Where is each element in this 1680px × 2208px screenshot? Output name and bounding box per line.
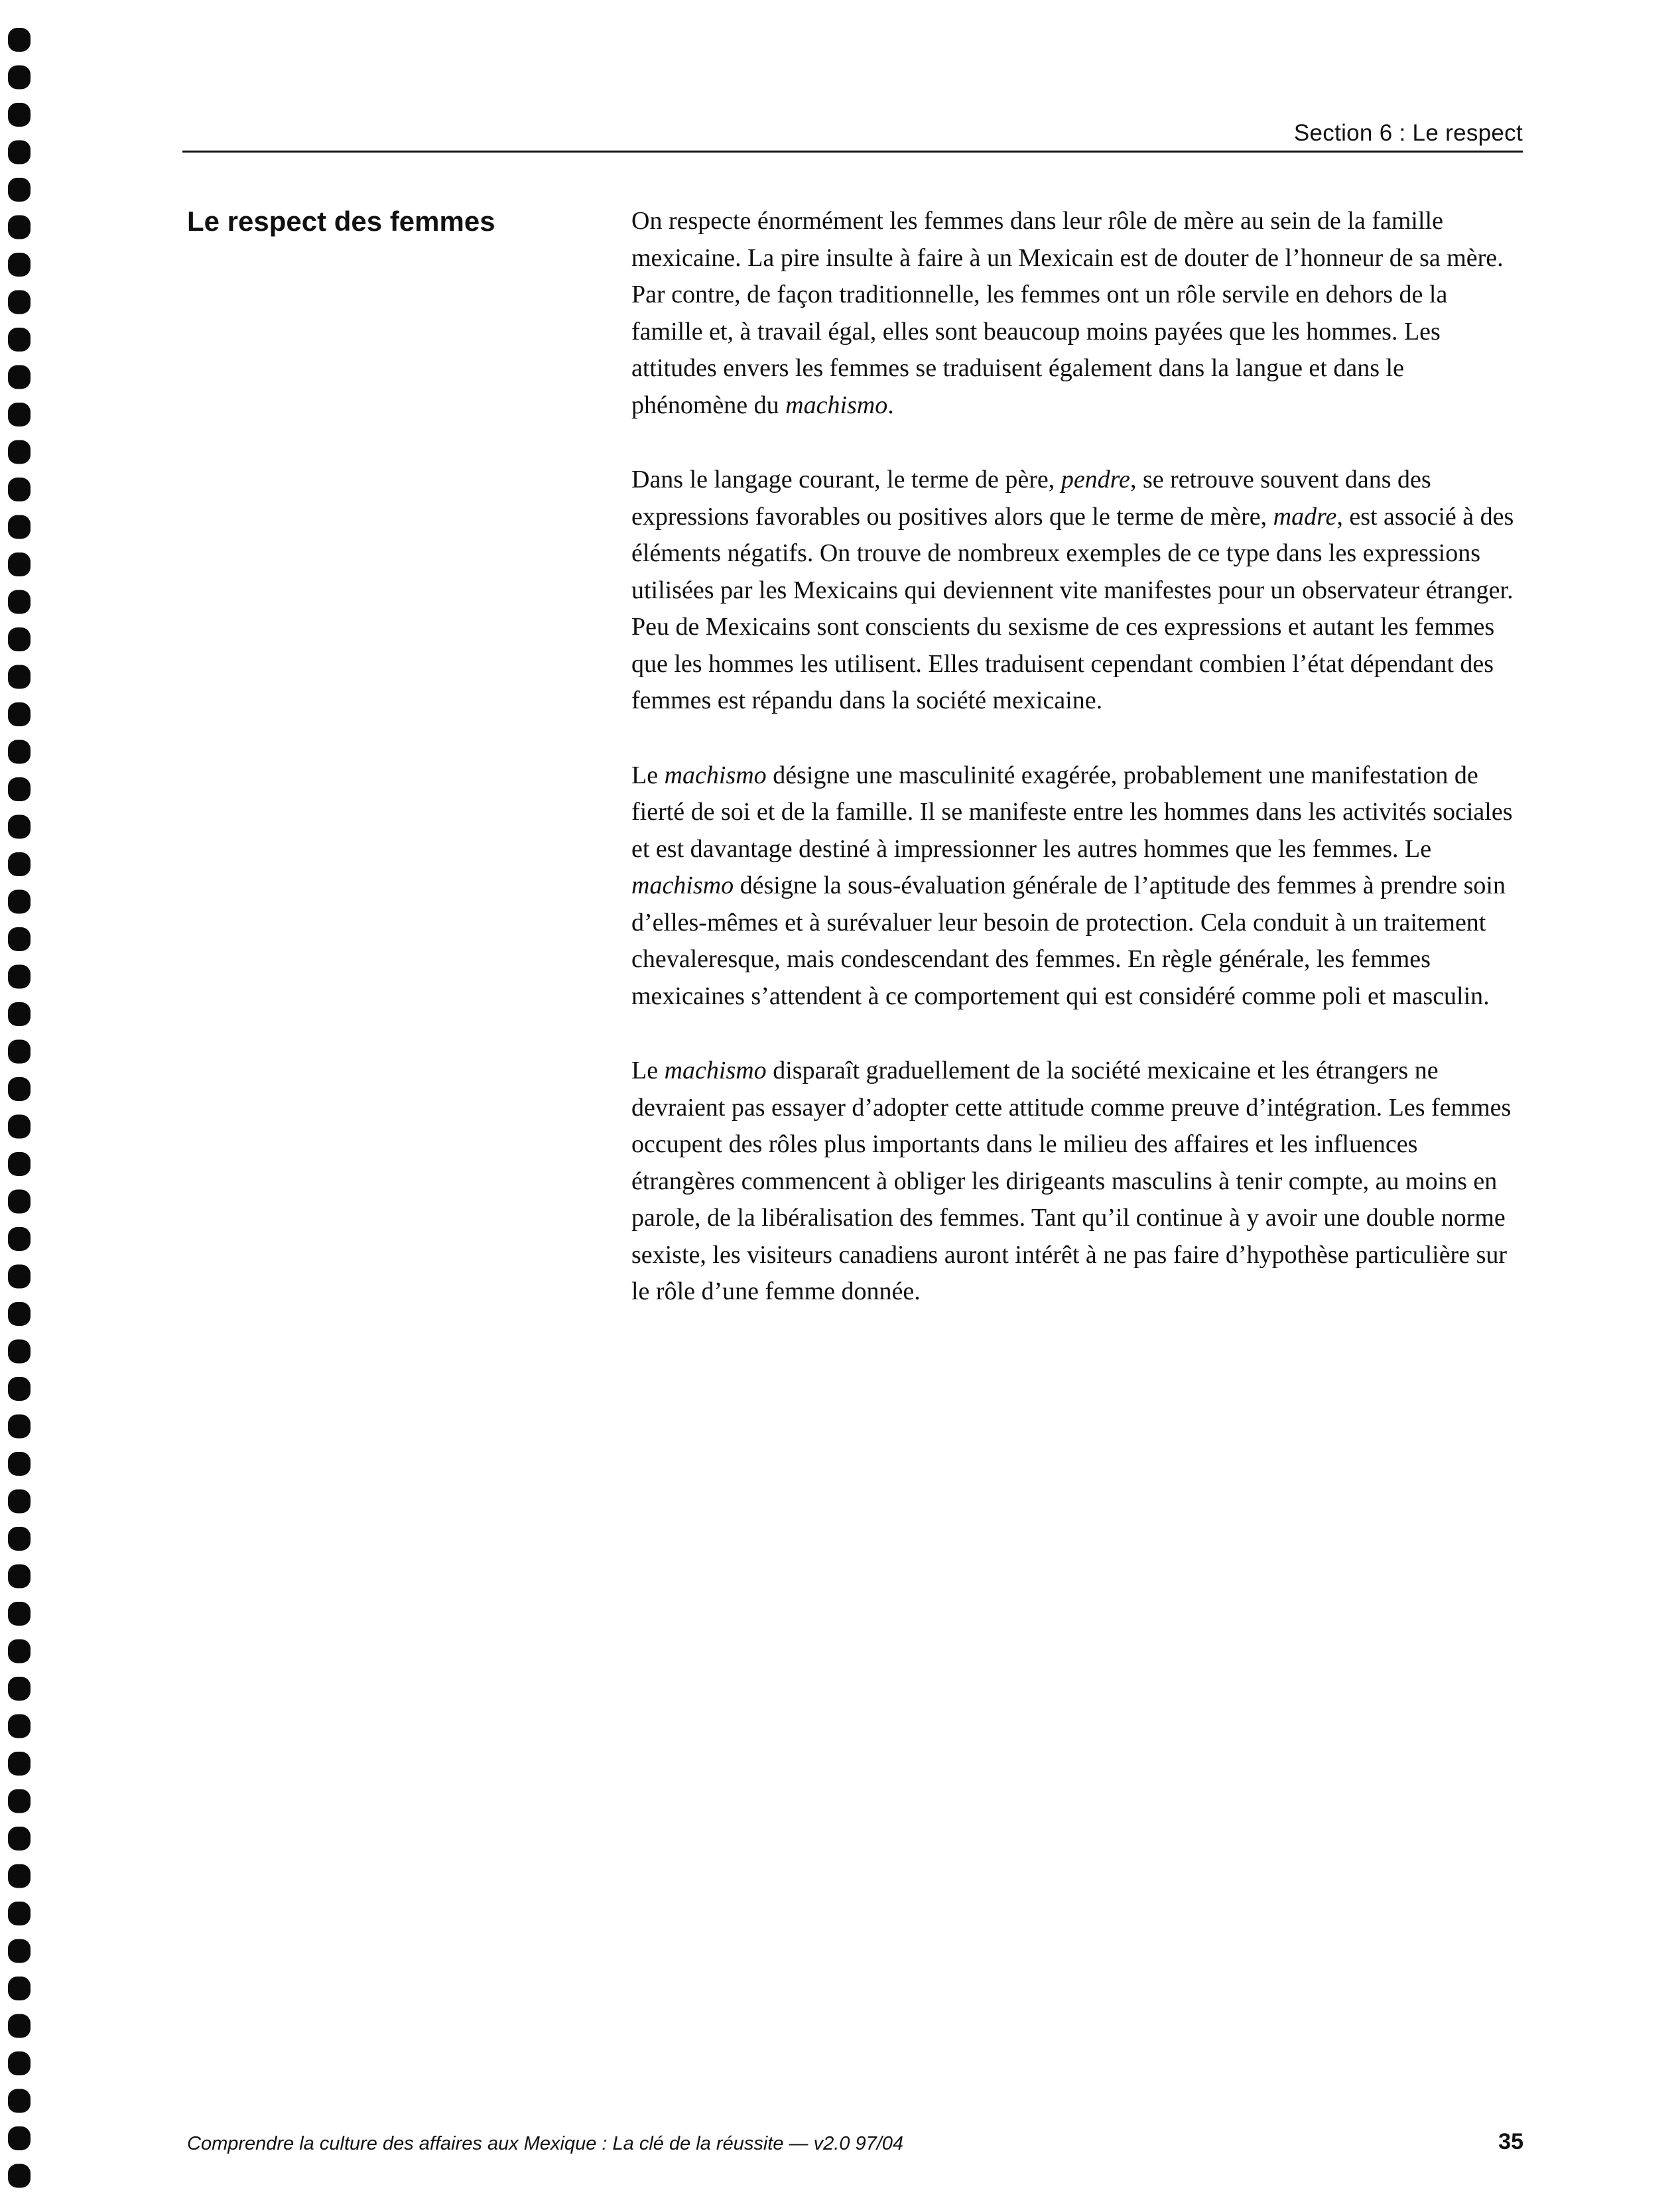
binding-hole	[8, 1602, 31, 1626]
page-header	[182, 116, 1523, 153]
paragraph-text: , se retrouve souvent dans des expressions favorables ou positives alors que le terme de mère,	[631, 466, 1431, 531]
binding-hole	[8, 291, 31, 314]
binding-hole	[8, 1827, 31, 1851]
binding-hole	[8, 927, 31, 951]
page-number: 35	[1498, 2129, 1523, 2154]
binding-hole	[8, 965, 31, 989]
paragraph-text: On respecte énormément les femmes dans leur rôle de mère au sein de la famille mexicaine. La pire insulte à faire à un Mexicain est de douter de l’honneur de sa mère. Par contre, de façon traditionnelle, les femmes ont un rôle servile en dehors de la famille et, à travail égal, elles sont beaucoup moins payées que les hommes. Les attitudes envers les femmes se traduisent également dans la langue et dans le phénomène du	[631, 207, 1504, 419]
binding-hole	[8, 852, 31, 876]
binding-hole	[8, 216, 31, 239]
italic-term: pendre	[1061, 466, 1130, 493]
binding-hole	[8, 2164, 31, 2188]
italic-term: machismo	[664, 761, 767, 789]
binding-hole	[8, 1152, 31, 1176]
paragraph-text: , est associé à des éléments négatifs. On trouve de nombreux exemples de ce type dans les expressions utilisées par les Mexicains qui deviennent vite manifestes pour un observateur étranger. Peu de Mexicains sont conscients du sexisme de ces expressions et autant les femmes que les hommes les utilisent. Elles traduisent cependant combien l’état dépendant des femmes est répandu dans la société mexicaine.	[631, 502, 1514, 714]
binding-hole	[8, 1752, 31, 1776]
binding-hole	[8, 702, 31, 726]
body-paragraph	[631, 203, 1523, 424]
binding-hole	[8, 1640, 31, 1663]
body-paragraph	[631, 757, 1523, 1015]
spiral-binding-holes	[0, 20, 53, 2208]
binding-hole	[8, 178, 31, 202]
binding-hole	[8, 1077, 31, 1101]
binding-hole	[8, 1565, 31, 1589]
binding-hole	[8, 1490, 31, 1514]
paragraph-text: Le	[631, 761, 665, 789]
italic-term: machismo	[664, 1057, 767, 1084]
binding-hole	[8, 2014, 31, 2038]
italic-term: machismo	[785, 391, 888, 419]
binding-hole	[8, 1415, 31, 1439]
paragraph-text: Le	[631, 1057, 665, 1084]
binding-hole	[8, 1190, 31, 1214]
binding-hole	[8, 665, 31, 689]
paragraph-text: .	[887, 391, 894, 419]
binding-hole	[8, 365, 31, 389]
italic-term: madre	[1273, 502, 1337, 531]
binding-hole	[8, 253, 31, 277]
body-paragraph	[631, 462, 1523, 720]
binding-hole	[8, 1115, 31, 1139]
binding-hole	[8, 552, 31, 576]
body-paragraph	[631, 1053, 1523, 1311]
binding-hole	[8, 590, 31, 614]
binding-hole	[8, 1227, 31, 1251]
binding-hole	[8, 328, 31, 352]
binding-hole	[8, 515, 31, 539]
binding-hole	[8, 403, 31, 426]
binding-hole-graphic	[0, 20, 53, 2208]
paragraph-text: disparaît graduellement de la société mexicaine et les étrangers ne devraient pas essayer d’adopter cette attitude comme preuve d’intégration. Les femmes occupent des rôles plus importants dans le milieu des affaires et les influences étrangères commencent à obliger les dirigeants masculins à tenir compte, au moins en parole, de la libéralisation des femmes. Tant qu’il continue à y avoir une double norme sexiste, les visiteurs canadiens auront intérêt à ne pas faire d’hypothèse particulière sur le rôle d’une femme donnée.	[631, 1057, 1512, 1305]
paragraph-text: Dans le langage courant, le terme de père,	[631, 466, 1061, 493]
binding-hole	[8, 777, 31, 801]
binding-hole	[8, 627, 31, 651]
binding-hole	[8, 1715, 31, 1738]
binding-hole	[8, 103, 31, 127]
binding-hole	[8, 478, 31, 501]
binding-hole	[8, 1340, 31, 1364]
body-text-column	[631, 203, 1523, 1348]
italic-term: machismo	[631, 872, 734, 899]
binding-hole	[8, 1002, 31, 1026]
binding-hole	[8, 1452, 31, 1476]
binding-hole	[8, 1302, 31, 1326]
section-label: Section 6 : Le respect	[1293, 120, 1523, 146]
paragraph-text: désigne la sous-évaluation générale de l’aptitude des femmes à prendre soin d’elles-mêmes et à surévaluer leur besoin de protection. Cela conduit à un traitement chevaleresque, mais condescendant des femmes. En règle générale, les femmes mexicaines s’attendent à ce comportement qui est considéré comme poli et masculin.	[631, 872, 1506, 1010]
binding-hole	[8, 66, 31, 90]
binding-hole	[8, 2089, 31, 2113]
paragraph-text: désigne une masculinité exagérée, probablement une manifestation de fierté de soi et de la famille. Il se manifeste entre les hommes dans les activités sociales et est davantage destiné à impressionner les autres hommes que les femmes. Le	[631, 761, 1513, 863]
binding-hole	[8, 1527, 31, 1551]
section-heading: Le respect des femmes	[187, 206, 495, 237]
binding-hole	[8, 440, 31, 464]
binding-hole	[8, 1902, 31, 1925]
binding-hole	[8, 1377, 31, 1401]
page-footer	[187, 2129, 1523, 2159]
binding-hole	[8, 1939, 31, 1963]
binding-hole	[8, 141, 31, 164]
binding-hole	[8, 1864, 31, 1888]
document-title: Comprendre la culture des affaires aux Mexique : La clé de la réussite — v2.0 97/04	[187, 2133, 904, 2154]
binding-hole	[8, 1789, 31, 1813]
binding-hole	[8, 1977, 31, 2000]
binding-hole	[8, 740, 31, 764]
binding-hole	[8, 890, 31, 914]
binding-hole	[8, 815, 31, 839]
binding-hole	[8, 2051, 31, 2075]
binding-hole	[8, 28, 31, 52]
binding-hole	[8, 1265, 31, 1289]
binding-hole	[8, 2126, 31, 2150]
binding-hole	[8, 1040, 31, 1064]
binding-hole	[8, 1677, 31, 1701]
